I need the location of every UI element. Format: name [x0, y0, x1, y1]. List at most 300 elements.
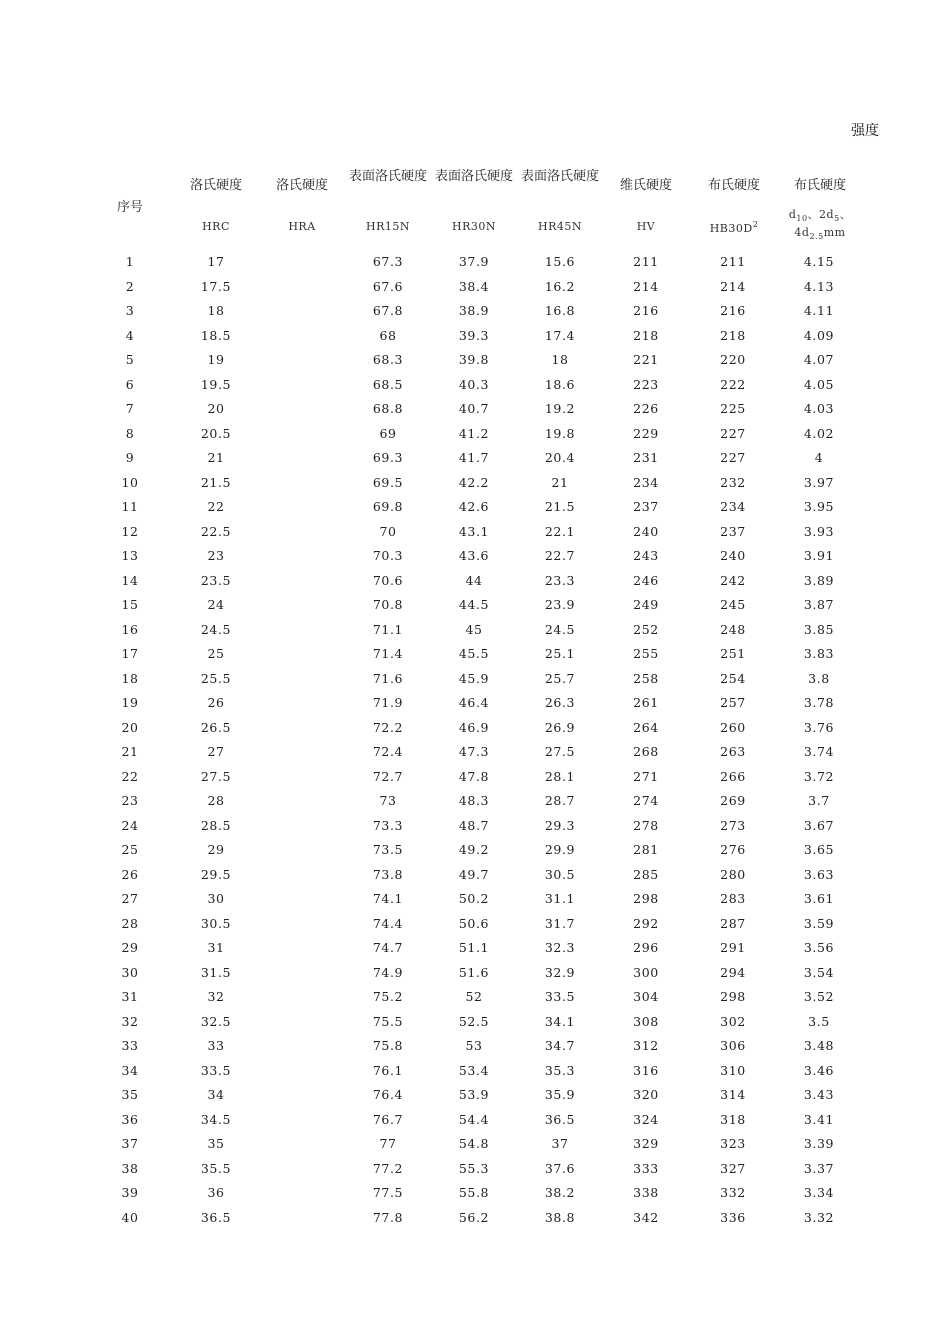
cell-hr15n: 67.3 [372, 254, 404, 269]
table-row [0, 275, 950, 299]
cell-hb: 314 [720, 1087, 746, 1102]
cell-d: 3.59 [803, 915, 835, 931]
cell-d: 3.34 [803, 1185, 835, 1200]
table-row [0, 716, 950, 740]
cell-hr45n: 37 [551, 1136, 569, 1151]
cell-d: 3.67 [803, 817, 835, 833]
cell-d: 3.46 [803, 1062, 835, 1078]
cell-hr15n: 75.5 [372, 1013, 404, 1029]
cell-seq: 20 [121, 719, 139, 735]
cell-hr30n: 54.4 [458, 1111, 490, 1127]
cell-hb: 232 [720, 474, 746, 490]
cell-d: 3.97 [803, 474, 835, 490]
cell-hr45n: 16.8 [544, 303, 576, 318]
cell-hr30n: 45.5 [458, 646, 490, 661]
cell-hrc: 31.5 [200, 964, 232, 980]
cell-hr15n: 77 [379, 1136, 397, 1151]
hb-unit-sup: 2 [752, 220, 759, 229]
table-row [0, 863, 950, 887]
cell-seq: 21 [121, 744, 139, 759]
cell-hb: 273 [720, 817, 746, 833]
cell-hv: 300 [633, 964, 659, 980]
cell-hrc: 22 [207, 499, 225, 514]
cell-hr45n: 30.5 [544, 866, 576, 882]
cell-hv: 223 [633, 376, 659, 392]
cell-hb: 280 [720, 866, 746, 882]
cell-hr30n: 53.4 [458, 1062, 490, 1078]
table-row [0, 495, 950, 519]
cell-hv: 261 [633, 695, 659, 710]
cell-hrc: 25.5 [200, 670, 232, 686]
table-row [0, 887, 950, 911]
cell-hr30n: 46.9 [458, 719, 490, 735]
cell-hrc: 18.5 [200, 327, 232, 343]
cell-hr15n: 76.1 [372, 1062, 404, 1078]
cell-hr30n: 38.4 [458, 278, 490, 294]
cell-hv: 338 [633, 1185, 659, 1200]
cell-hr45n: 37.6 [544, 1160, 576, 1176]
cell-hv: 329 [633, 1136, 659, 1151]
cell-hv: 271 [633, 768, 659, 784]
cell-hr45n: 36.5 [544, 1111, 576, 1127]
cell-hr45n: 23.3 [544, 572, 576, 588]
cell-hv: 211 [633, 254, 659, 269]
cell-d: 3.85 [803, 621, 835, 637]
header-hv-name: 维氏硬度 [619, 178, 672, 193]
cell-hr15n: 70.3 [372, 548, 404, 563]
cell-d: 4.02 [803, 425, 835, 441]
cell-hb: 266 [720, 768, 746, 784]
cell-hr15n: 71.4 [372, 646, 404, 661]
cell-hr30n: 39.3 [458, 327, 490, 343]
cell-hrc: 27 [207, 744, 225, 759]
cell-d: 3.5 [808, 1013, 830, 1029]
cell-hr15n: 71.6 [372, 670, 404, 686]
cell-seq: 39 [121, 1185, 139, 1200]
cell-hr15n: 69.3 [372, 450, 404, 465]
cell-hr15n: 73.5 [372, 842, 404, 857]
d-unit-sub: 5 [834, 214, 840, 223]
cell-hrc: 34.5 [200, 1111, 232, 1127]
cell-seq: 31 [121, 989, 139, 1004]
cell-hrc: 31 [207, 940, 225, 955]
cell-hrc: 23.5 [200, 572, 232, 588]
cell-hr30n: 41.7 [458, 450, 490, 465]
cell-hb: 318 [720, 1111, 746, 1127]
cell-d: 3.87 [803, 597, 835, 612]
cell-hb: 306 [720, 1038, 746, 1053]
cell-hr30n: 52.5 [458, 1013, 490, 1029]
cell-hb: 260 [720, 719, 746, 735]
d-unit-part: d [788, 208, 797, 221]
header-hr15n-unit: HR15N [366, 220, 410, 233]
cell-hr45n: 22.1 [544, 523, 576, 539]
cell-seq: 40 [121, 1209, 139, 1225]
cell-d: 3.37 [803, 1160, 835, 1176]
cell-hr15n: 75.2 [372, 989, 404, 1004]
cell-hv: 312 [633, 1038, 659, 1053]
header-hb-name: 布氏硬度 [707, 178, 760, 193]
cell-hv: 298 [633, 891, 659, 906]
cell-hr45n: 26.9 [544, 719, 576, 735]
cell-hr15n: 73.8 [372, 866, 404, 882]
cell-hb: 323 [720, 1136, 746, 1151]
cell-hr30n: 53.9 [458, 1087, 490, 1102]
page-title: 强度 [851, 123, 879, 139]
cell-hr45n: 26.3 [544, 695, 576, 710]
cell-seq: 3 [125, 303, 135, 318]
table-row [0, 422, 950, 446]
cell-hb: 240 [720, 548, 746, 563]
cell-d: 4.03 [803, 401, 835, 416]
cell-hrc: 32 [207, 989, 225, 1004]
cell-d: 3.41 [803, 1111, 835, 1127]
cell-hr30n: 47.3 [458, 744, 490, 759]
cell-hv: 296 [633, 940, 659, 955]
cell-hb: 220 [720, 352, 746, 367]
cell-hr30n: 46.4 [458, 695, 490, 710]
cell-hrc: 36 [207, 1185, 225, 1200]
cell-hrc: 26.5 [200, 719, 232, 735]
cell-hrc: 19 [207, 352, 225, 367]
cell-hb: 283 [720, 891, 746, 906]
cell-hv: 246 [633, 572, 659, 588]
cell-hr15n: 68 [379, 327, 397, 343]
table-row [0, 985, 950, 1009]
cell-hv: 216 [633, 303, 659, 318]
cell-hr30n: 51.1 [458, 940, 490, 955]
cell-d: 3.83 [803, 646, 835, 661]
table-row [0, 1034, 950, 1058]
cell-hrc: 17 [207, 254, 225, 269]
cell-d: 3.48 [803, 1038, 835, 1053]
cell-hrc: 36.5 [200, 1209, 232, 1225]
cell-d: 4.11 [803, 303, 835, 318]
cell-d: 4.15 [803, 254, 835, 269]
cell-seq: 28 [121, 915, 139, 931]
cell-hb: 327 [720, 1160, 746, 1176]
cell-hr30n: 45 [465, 621, 483, 637]
cell-hv: 221 [633, 352, 659, 367]
cell-hr30n: 37.9 [458, 254, 490, 269]
cell-d: 3.78 [803, 695, 835, 710]
cell-d: 3.43 [803, 1087, 835, 1102]
cell-hb: 310 [720, 1062, 746, 1078]
d-unit-sub: 10 [796, 214, 808, 223]
cell-hrc: 29 [207, 842, 225, 857]
cell-hr45n: 21 [551, 474, 569, 490]
header-seq: 序号 [116, 200, 143, 215]
cell-hr15n: 76.7 [372, 1111, 404, 1127]
cell-hr45n: 22.7 [544, 548, 576, 563]
cell-hr30n: 49.7 [458, 866, 490, 882]
cell-hb: 218 [720, 327, 746, 343]
cell-hrc: 33.5 [200, 1062, 232, 1078]
cell-d: 3.7 [808, 793, 830, 808]
cell-hr45n: 25.1 [544, 646, 576, 661]
table-row [0, 740, 950, 764]
table-row [0, 642, 950, 666]
cell-hrc: 24 [207, 597, 225, 612]
cell-d: 3.91 [803, 548, 835, 563]
cell-seq: 17 [121, 646, 139, 661]
cell-seq: 35 [121, 1087, 139, 1102]
cell-hrc: 28.5 [200, 817, 232, 833]
cell-seq: 37 [121, 1136, 139, 1151]
table-row [0, 593, 950, 617]
cell-seq: 9 [125, 450, 135, 465]
cell-hb: 237 [720, 523, 746, 539]
cell-hv: 240 [633, 523, 659, 539]
cell-hv: 237 [633, 499, 659, 514]
cell-seq: 34 [121, 1062, 139, 1078]
cell-hr45n: 31.1 [544, 891, 576, 906]
cell-hr30n: 41.2 [458, 425, 490, 441]
cell-hb: 216 [720, 303, 746, 318]
cell-d: 4 [814, 450, 824, 465]
cell-hr15n: 73.3 [372, 817, 404, 833]
cell-hr30n: 48.3 [458, 793, 490, 808]
cell-hr45n: 16.2 [544, 278, 576, 294]
cell-hr45n: 28.1 [544, 768, 576, 784]
cell-hr45n: 29.3 [544, 817, 576, 833]
cell-hr15n: 68.3 [372, 352, 404, 367]
cell-hr45n: 29.9 [544, 842, 576, 857]
cell-seq: 11 [121, 499, 139, 514]
cell-seq: 8 [125, 425, 135, 441]
cell-seq: 5 [125, 352, 135, 367]
cell-seq: 19 [121, 695, 139, 710]
header-hra-unit: HRA [288, 220, 316, 233]
cell-hr30n: 55.3 [458, 1160, 490, 1176]
cell-hv: 231 [633, 450, 659, 465]
cell-hr30n: 49.2 [458, 842, 490, 857]
cell-hr45n: 35.3 [544, 1062, 576, 1078]
cell-d: 3.63 [803, 866, 835, 882]
table-row [0, 446, 950, 470]
cell-hr15n: 73 [379, 793, 397, 808]
header-hr45n-unit: HR45N [538, 220, 582, 233]
cell-hr15n: 70.8 [372, 597, 404, 612]
cell-hrc: 24.5 [200, 621, 232, 637]
cell-hv: 320 [633, 1087, 659, 1102]
cell-hrc: 29.5 [200, 866, 232, 882]
cell-hrc: 25 [207, 646, 225, 661]
cell-d: 3.93 [803, 523, 835, 539]
table-row [0, 765, 950, 789]
cell-hr30n: 43.1 [458, 523, 490, 539]
cell-hrc: 35 [207, 1136, 225, 1151]
cell-hv: 333 [633, 1160, 659, 1176]
cell-hr15n: 70 [379, 523, 397, 539]
cell-hr15n: 70.6 [372, 572, 404, 588]
cell-hr45n: 34.7 [544, 1038, 576, 1053]
cell-hb: 257 [720, 695, 746, 710]
header-hb-unit [692, 220, 776, 235]
cell-hv: 234 [633, 474, 659, 490]
cell-hr15n: 74.7 [372, 940, 404, 955]
cell-hrc: 21 [207, 450, 225, 465]
cell-hv: 258 [633, 670, 659, 686]
cell-hb: 298 [720, 989, 746, 1004]
cell-hr45n: 25.7 [544, 670, 576, 686]
cell-seq: 25 [121, 842, 139, 857]
table-row [0, 569, 950, 593]
cell-seq: 29 [121, 940, 139, 955]
cell-hv: 342 [633, 1209, 659, 1225]
cell-hrc: 28 [207, 793, 225, 808]
cell-hrc: 33 [207, 1038, 225, 1053]
cell-hr30n: 55.8 [458, 1185, 490, 1200]
cell-hv: 214 [633, 278, 659, 294]
cell-hr30n: 50.2 [458, 891, 490, 906]
table-row [0, 814, 950, 838]
header-hr45n-name: 表面洛氏硬度 [520, 169, 599, 184]
cell-hb: 211 [720, 254, 746, 269]
cell-seq: 4 [125, 327, 135, 343]
cell-hr30n: 52 [465, 989, 483, 1004]
table-row [0, 1132, 950, 1156]
header-d-name: 布氏硬度 [793, 178, 846, 193]
table-row [0, 961, 950, 985]
cell-hr15n: 77.2 [372, 1160, 404, 1176]
cell-hr45n: 38.8 [544, 1209, 576, 1225]
header-hv-unit: HV [636, 220, 656, 233]
cell-seq: 32 [121, 1013, 139, 1029]
cell-hb: 234 [720, 499, 746, 514]
cell-d: 3.89 [803, 572, 835, 588]
cell-hb: 291 [720, 940, 746, 955]
cell-d: 4.07 [803, 352, 835, 367]
cell-hrc: 23 [207, 548, 225, 563]
cell-hb: 248 [720, 621, 746, 637]
cell-hr30n: 54.8 [458, 1136, 490, 1151]
d-unit-part: 4d [794, 226, 810, 239]
cell-hv: 324 [633, 1111, 659, 1127]
cell-hv: 268 [633, 744, 659, 759]
cell-d: 3.95 [803, 499, 835, 514]
cell-hrc: 30 [207, 891, 225, 906]
d-unit-sub: 2.5 [809, 232, 824, 241]
cell-d: 3.8 [808, 670, 830, 686]
cell-d: 3.39 [803, 1136, 835, 1151]
cell-hr30n: 40.7 [458, 401, 490, 416]
cell-seq: 38 [121, 1160, 139, 1176]
cell-seq: 23 [121, 793, 139, 808]
d-unit-part: mm [823, 226, 846, 239]
cell-seq: 27 [121, 891, 139, 906]
table-row [0, 373, 950, 397]
cell-hr30n: 48.7 [458, 817, 490, 833]
table-row [0, 912, 950, 936]
cell-d: 3.56 [803, 940, 835, 955]
cell-hrc: 22.5 [200, 523, 232, 539]
cell-hb: 242 [720, 572, 746, 588]
cell-hr15n: 71.1 [372, 621, 404, 637]
cell-hr30n: 47.8 [458, 768, 490, 784]
cell-hrc: 30.5 [200, 915, 232, 931]
cell-seq: 15 [121, 597, 139, 612]
cell-hb: 276 [720, 842, 746, 857]
cell-hb: 302 [720, 1013, 746, 1029]
table-row [0, 1083, 950, 1107]
cell-hv: 264 [633, 719, 659, 735]
cell-hv: 285 [633, 866, 659, 882]
cell-hb: 294 [720, 964, 746, 980]
cell-hrc: 35.5 [200, 1160, 232, 1176]
cell-hr45n: 19.8 [544, 425, 576, 441]
header-d-unit [776, 208, 864, 244]
cell-hr30n: 40.3 [458, 376, 490, 392]
cell-hrc: 26 [207, 695, 225, 710]
cell-seq: 1 [125, 254, 135, 269]
cell-seq: 33 [121, 1038, 139, 1053]
cell-hr45n: 24.5 [544, 621, 576, 637]
cell-seq: 7 [125, 401, 135, 416]
cell-hr15n: 67.8 [372, 303, 404, 318]
cell-hb: 227 [720, 450, 746, 465]
cell-hr45n: 23.9 [544, 597, 576, 612]
cell-hb: 222 [720, 376, 746, 392]
cell-hr30n: 42.2 [458, 474, 490, 490]
cell-hr15n: 75.8 [372, 1038, 404, 1053]
header-hrc-name: 洛氏硬度 [189, 178, 242, 193]
cell-hrc: 32.5 [200, 1013, 232, 1029]
cell-hr45n: 21.5 [544, 499, 576, 514]
cell-seq: 22 [121, 768, 139, 784]
table-row [0, 618, 950, 642]
table-row [0, 1206, 950, 1230]
cell-hv: 274 [633, 793, 659, 808]
cell-seq: 18 [121, 670, 139, 686]
cell-hr15n: 69.5 [372, 474, 404, 490]
cell-hv: 226 [633, 401, 659, 416]
header-hr15n-name: 表面洛氏硬度 [348, 169, 427, 184]
cell-hr30n: 38.9 [458, 303, 490, 318]
cell-hr45n: 18 [551, 352, 569, 367]
table-row [0, 324, 950, 348]
cell-seq: 2 [125, 278, 135, 294]
table-row [0, 1059, 950, 1083]
cell-hv: 249 [633, 597, 659, 612]
table-row [0, 1157, 950, 1181]
cell-hr15n: 68.8 [372, 401, 404, 416]
cell-hrc: 18 [207, 303, 225, 318]
d-unit-part: 、 [839, 208, 852, 221]
table-row [0, 471, 950, 495]
cell-hr15n: 72.2 [372, 719, 404, 735]
table-row [0, 520, 950, 544]
cell-hr15n: 76.4 [372, 1087, 404, 1102]
cell-hr15n: 74.1 [372, 891, 404, 906]
cell-d: 3.61 [803, 891, 835, 906]
cell-hrc: 20.5 [200, 425, 232, 441]
cell-hr30n: 43.6 [458, 548, 490, 563]
cell-d: 4.09 [803, 327, 835, 343]
cell-hb: 269 [720, 793, 746, 808]
cell-hr45n: 35.9 [544, 1087, 576, 1102]
cell-seq: 10 [121, 474, 139, 490]
cell-d: 3.52 [803, 989, 835, 1004]
cell-hr15n: 67.6 [372, 278, 404, 294]
cell-hv: 304 [633, 989, 659, 1004]
cell-hr45n: 19.2 [544, 401, 576, 416]
cell-hr30n: 53 [465, 1038, 483, 1053]
cell-hrc: 17.5 [200, 278, 232, 294]
cell-hr15n: 69 [379, 425, 397, 441]
cell-hr30n: 42.6 [458, 499, 490, 514]
header-hr30n-unit: HR30N [452, 220, 496, 233]
